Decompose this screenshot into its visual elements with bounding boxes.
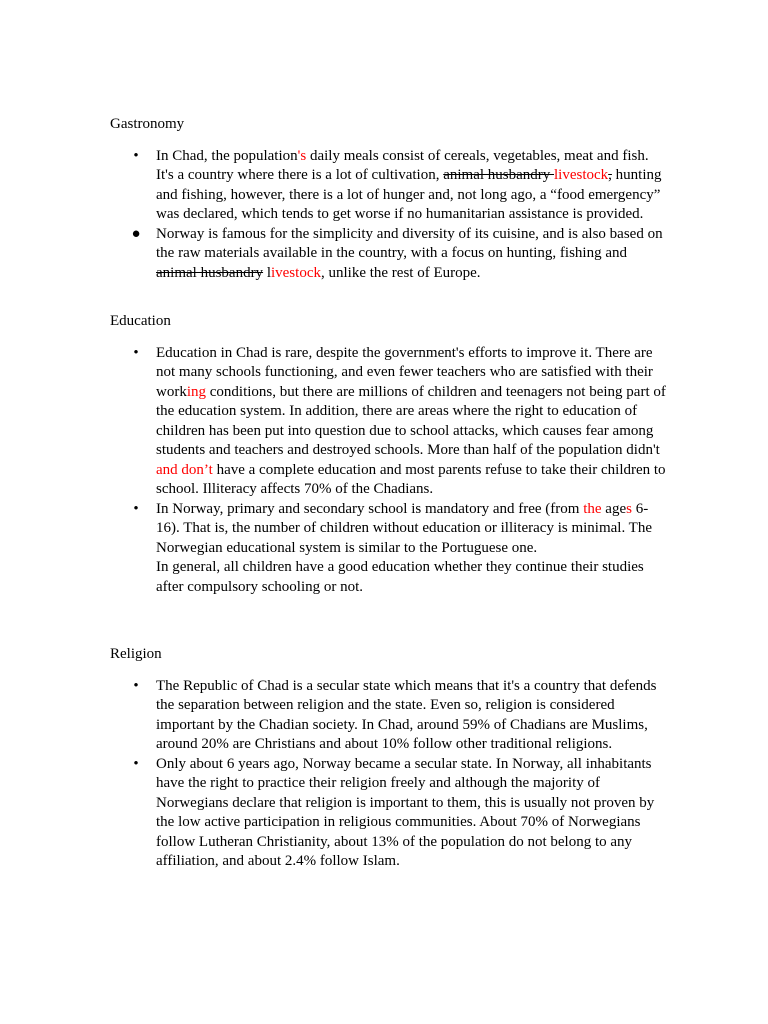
section-education xyxy=(110,312,670,597)
bullet-marker: ● xyxy=(131,225,141,242)
section-heading: Gastronomy xyxy=(110,116,185,132)
list-item-text xyxy=(156,148,662,223)
text-segment: daily meals consist of cereals, vegetables, meat and fish. It's a country where there is a lot of cultivation, xyxy=(156,147,649,183)
list-item-text xyxy=(156,345,666,498)
inserted-text: s xyxy=(626,500,632,517)
text-segment: l xyxy=(263,264,271,281)
inserted-text: ing xyxy=(186,383,206,400)
list-item xyxy=(110,147,666,225)
text-segment: The Republic of Chad is a secular state which means that it's a country that defends the separation between religion and the state. Even so, religion is considered important by the Chadian society. In Chad, around 59% of Chadians are Muslims, around 20% are Christians and about 10% follow other traditional religions. xyxy=(156,677,657,752)
text-segment: conditions, but there are millions of children and teenagers not being part of the education system. In addition, there are areas where the right to education of children has been put into question due to school attacks, which causes fear among students and teachers and destroyed schools. More than half of the population didn't xyxy=(156,383,666,458)
inserted-text: and don’t xyxy=(156,461,213,478)
paragraph-text: In general, all children have a good education whether they continue their studies after compulsory schooling or not. xyxy=(156,559,644,595)
section-religion xyxy=(110,645,670,872)
list-item-text xyxy=(156,226,663,281)
bullet-list xyxy=(110,147,670,284)
list-item-text xyxy=(156,501,666,598)
list-item xyxy=(110,344,666,500)
bullet-marker: • xyxy=(133,147,139,164)
list-item-text xyxy=(156,678,656,753)
list-item-text xyxy=(156,756,654,870)
text-segment: Norway is famous for the simplicity and diversity of its cuisine, and is also based on the raw materials available in the country, with a focus on hunting, fishing and xyxy=(156,225,663,261)
text-segment: 6-16). That is, the number of children without education or illiteracy is minimal. The Norwegian educational system is similar to the Portuguese one. xyxy=(156,500,652,556)
text-segment: hunting and fishing, however, there is a lot of hunger and, not long ago, a “food emergency” was declared, which tends to get worse if no humanitarian assistance is provided. xyxy=(156,167,662,222)
bullet-list xyxy=(110,344,670,598)
list-item xyxy=(110,755,666,872)
text-segment: In Chad, the population xyxy=(156,147,298,164)
text-segment: have a complete education and most parents refuse to take their children to school. Illiteracy affects 70% of the Chadians. xyxy=(156,461,666,497)
text-segment: age xyxy=(601,500,627,517)
text-segment: , unlike the rest of Europe. xyxy=(320,264,481,281)
inserted-text: 's xyxy=(297,147,307,164)
section-heading: Religion xyxy=(110,646,162,662)
section-heading: Education xyxy=(110,313,171,329)
section-gastronomy xyxy=(110,115,670,283)
list-item xyxy=(110,677,666,755)
inserted-text: ivestock xyxy=(270,264,321,281)
bullet-marker: • xyxy=(133,500,139,517)
bullet-marker: • xyxy=(133,755,139,772)
bullet-marker: • xyxy=(133,677,139,694)
deleted-text: , xyxy=(608,167,612,183)
text-segment: Only about 6 years ago, Norway became a secular state. In Norway, all inhabitants have the right to practice their religion freely and although the majority of Norwegians declare that religion is important to them, this is usually not proven by the low active participation in religious communities. About 70% of Norwegians follow Lutheran Christianity, about 13% of the population do not belong to any affiliation, and about 2.4% follow Islam. xyxy=(156,755,655,869)
deleted-text: animal husbandry xyxy=(443,167,555,183)
deleted-text: animal husbandry xyxy=(156,264,264,281)
bullet-marker: • xyxy=(133,344,139,361)
text-segment: In Norway, primary and secondary school is mandatory and free (from xyxy=(156,500,584,517)
list-item xyxy=(110,225,666,284)
text-segment: Education in Chad is rare, despite the government's efforts to improve it. There are not many schools functioning, and even fewer teachers who are satisfied with their work xyxy=(156,344,653,400)
inserted-text: the xyxy=(583,500,602,517)
bullet-list xyxy=(110,677,670,872)
inserted-text: livestock xyxy=(554,167,609,183)
list-item xyxy=(110,500,666,598)
